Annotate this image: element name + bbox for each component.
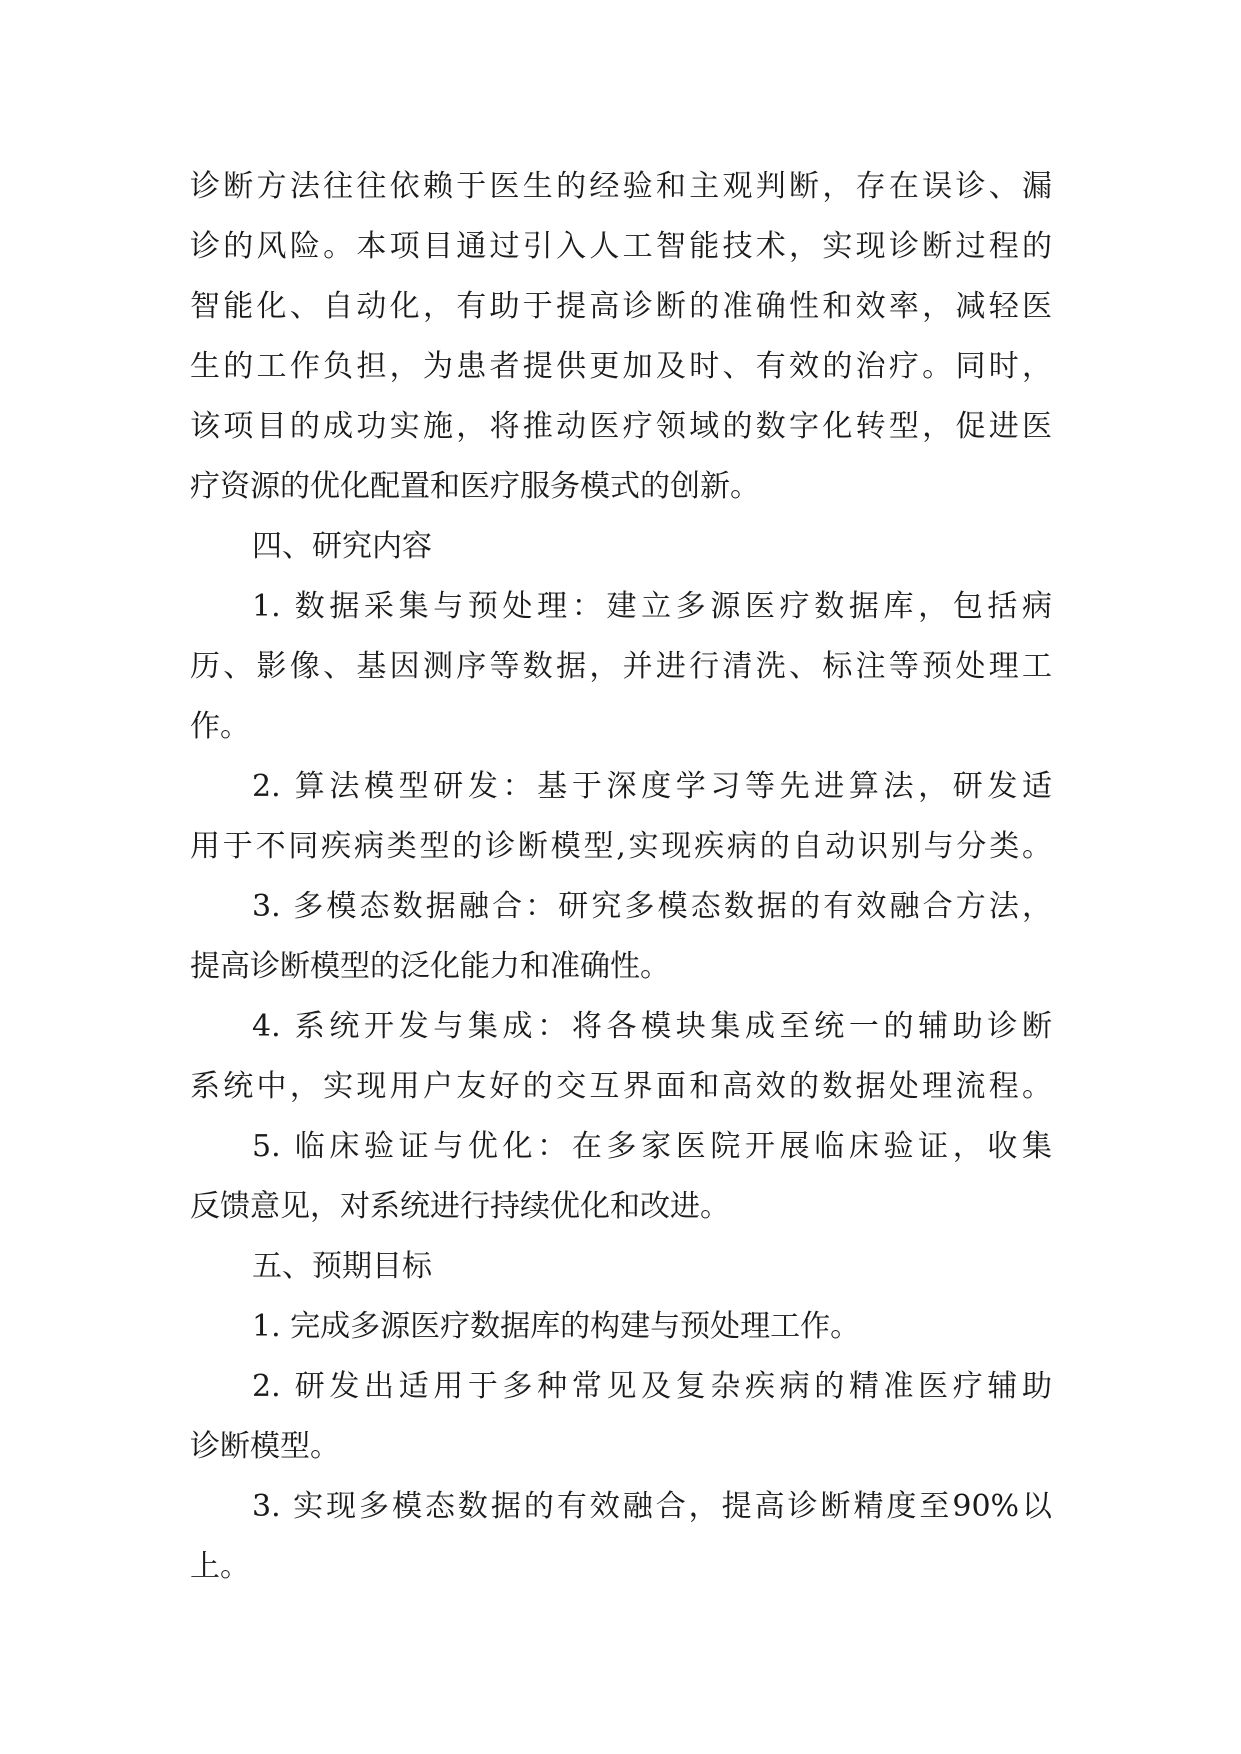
- list-item-line: 系统中，实现用户友好的交互界面和高效的数据处理流程。: [190, 1069, 1052, 1104]
- list-item-line: 诊断模型。: [190, 1429, 340, 1464]
- paragraph-line: 诊的风险。本项目通过引入人工智能技术，实现诊断过程的: [190, 229, 1052, 264]
- list-item-line: 2. 研发出适用于多种常见及复杂疾病的精准医疗辅助: [252, 1369, 1052, 1404]
- list-item-line: 5. 临床验证与优化：在多家医院开展临床验证，收集: [252, 1129, 1052, 1164]
- paragraph-line: 疗资源的优化配置和医疗服务模式的创新。: [190, 469, 760, 504]
- list-item-line: 1. 数据采集与预处理：建立多源医疗数据库，包括病: [252, 589, 1052, 624]
- list-item-line: 4. 系统开发与集成：将各模块集成至统一的辅助诊断: [252, 1009, 1052, 1044]
- list-item-line: 作。: [190, 709, 250, 744]
- paragraph-line: 该项目的成功实施，将推动医疗领域的数字化转型，促进医: [190, 409, 1052, 444]
- section-heading-expected-goals: 五、预期目标: [252, 1249, 432, 1284]
- list-item-line: 提高诊断模型的泛化能力和准确性。: [190, 949, 670, 984]
- paragraph-line: 智能化、自动化，有助于提高诊断的准确性和效率，减轻医: [190, 289, 1052, 324]
- list-item-line: 2. 算法模型研发：基于深度学习等先进算法，研发适: [252, 769, 1052, 804]
- section-heading-research-content: 四、研究内容: [252, 529, 432, 564]
- list-item-line: 用于不同疾病类型的诊断模型,实现疾病的自动识别与分类。: [190, 829, 1052, 864]
- list-item-line: 3. 实现多模态数据的有效融合，提高诊断精度至90%以: [252, 1489, 1052, 1524]
- document-body: [190, 157, 1052, 1597]
- list-item-line: 1. 完成多源医疗数据库的构建与预处理工作。: [252, 1309, 861, 1344]
- list-item-line: 上。: [190, 1549, 250, 1584]
- list-item-line: 3. 多模态数据融合：研究多模态数据的有效融合方法，: [252, 889, 1052, 924]
- list-item-line: 反馈意见，对系统进行持续优化和改进。: [190, 1189, 730, 1224]
- paragraph-line: 诊断方法往往依赖于医生的经验和主观判断，存在误诊、漏: [190, 169, 1052, 204]
- paragraph-line: 生的工作负担，为患者提供更加及时、有效的治疗。同时，: [190, 349, 1052, 384]
- list-item-line: 历、影像、基因测序等数据，并进行清洗、标注等预处理工: [190, 649, 1052, 684]
